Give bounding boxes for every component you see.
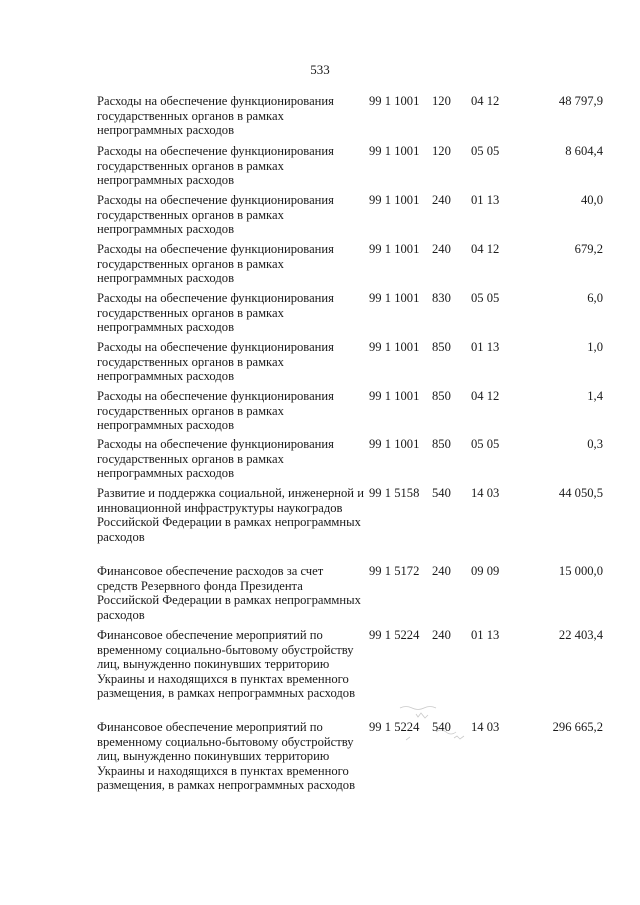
section-code: 01 13 — [471, 340, 500, 354]
amount: 6,0 — [587, 291, 603, 305]
target-code: 99 1 1001 — [369, 437, 420, 451]
row-description: Расходы на обеспечение функционирования государственных органов в рамках непрограммных расходов — [97, 340, 334, 384]
amount: 0,3 — [587, 437, 603, 451]
target-code: 99 1 5172 — [369, 564, 420, 578]
amount: 22 403,4 — [558, 628, 603, 642]
expense-type-code: 850 — [432, 389, 451, 403]
expense-type-code: 120 — [432, 144, 451, 158]
expense-type-code: 830 — [432, 291, 451, 305]
page-number: 533 — [310, 62, 330, 77]
target-code: 99 1 5224 — [369, 720, 420, 734]
section-code: 01 13 — [471, 628, 500, 642]
row-description: Расходы на обеспечение функционирования государственных органов в рамках непрограммных расходов — [97, 437, 334, 481]
amount: 1,0 — [587, 340, 603, 354]
row-description: Расходы на обеспечение функционирования государственных органов в рамках непрограммных расходов — [97, 193, 334, 237]
section-code: 05 05 — [471, 291, 500, 305]
row-description: Финансовое обеспечение мероприятий по временному социально-бытовому обустройству лиц, вынужденно покинувших территорию Украины и находящихся в пунктах временного размещения, в рамках непрограммных расходов — [97, 628, 356, 701]
target-code: 99 1 5224 — [369, 628, 420, 642]
expense-type-code: 240 — [432, 193, 451, 207]
row-description: Развитие и поддержка социальной, инженерной и инновационной инфраструктуры наукоградов Российской Федерации в рамках непрограммных расходов — [97, 486, 364, 544]
section-code: 14 03 — [471, 720, 500, 734]
amount: 40,0 — [580, 193, 603, 207]
expense-type-code: 240 — [432, 628, 451, 642]
amount: 1,4 — [587, 389, 603, 403]
section-code: 04 12 — [471, 389, 500, 403]
target-code: 99 1 1001 — [369, 144, 420, 158]
amount: 48 797,9 — [558, 94, 603, 108]
expense-type-code: 850 — [432, 437, 451, 451]
section-code: 05 05 — [471, 437, 500, 451]
faint-stamp-mark — [396, 702, 474, 744]
section-code: 09 09 — [471, 564, 500, 578]
expense-type-code: 850 — [432, 340, 451, 354]
row-description: Финансовое обеспечение мероприятий по временному социально-бытовому обустройству лиц, вынужденно покинувших территорию Украины и находящихся в пунктах временного размещения, в рамках непрограммных расходов — [97, 720, 356, 793]
expense-type-code: 540 — [432, 720, 451, 734]
section-code: 04 12 — [471, 242, 500, 256]
amount: 296 665,2 — [552, 720, 603, 734]
expense-type-code: 120 — [432, 94, 451, 108]
target-code: 99 1 1001 — [369, 242, 420, 256]
section-code: 01 13 — [471, 193, 500, 207]
row-description: Расходы на обеспечение функционирования государственных органов в рамках непрограммных расходов — [97, 291, 334, 335]
row-description: Расходы на обеспечение функционирования государственных органов в рамках непрограммных расходов — [97, 144, 334, 188]
target-code: 99 1 1001 — [369, 340, 420, 354]
target-code: 99 1 1001 — [369, 291, 420, 305]
expense-type-code: 240 — [432, 564, 451, 578]
row-description: Финансовое обеспечение расходов за счет средств Резервного фонда Президента Российской Федерации в рамках непрограммных расходов — [97, 564, 361, 622]
section-code: 14 03 — [471, 486, 500, 500]
expense-type-code: 240 — [432, 242, 451, 256]
row-description: Расходы на обеспечение функционирования государственных органов в рамках непрограммных расходов — [97, 94, 334, 138]
section-code: 04 12 — [471, 94, 500, 108]
target-code: 99 1 1001 — [369, 389, 420, 403]
row-description: Расходы на обеспечение функционирования государственных органов в рамках непрограммных расходов — [97, 242, 334, 286]
target-code: 99 1 1001 — [369, 94, 420, 108]
amount: 44 050,5 — [558, 486, 603, 500]
target-code: 99 1 5158 — [369, 486, 420, 500]
amount: 679,2 — [574, 242, 603, 256]
section-code: 05 05 — [471, 144, 500, 158]
expense-type-code: 540 — [432, 486, 451, 500]
amount: 8 604,4 — [565, 144, 603, 158]
amount: 15 000,0 — [558, 564, 603, 578]
target-code: 99 1 1001 — [369, 193, 420, 207]
row-description: Расходы на обеспечение функционирования государственных органов в рамках непрограммных расходов — [97, 389, 334, 433]
